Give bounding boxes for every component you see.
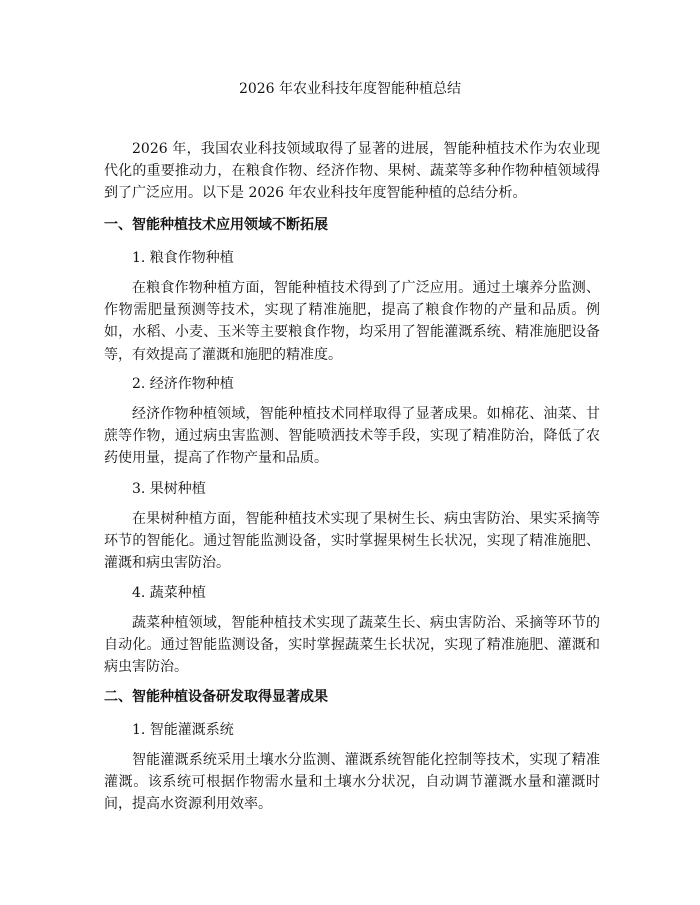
subsection-heading-1-1: 1. 粮食作物种植 <box>132 250 234 266</box>
subsection-body-1-4: 蔬菜种植领域，智能种植技术实现了蔬菜生长、病虫害防治、采摘等环节的自动化。通过智能监测设备，实时掌握蔬菜生长状况，实现了精准施肥、灌溉和病虫害防治。 <box>104 615 600 676</box>
subsection-body-1-2: 经济作物种植领域，智能种植技术同样取得了显著成果。如棉花、油菜、甘蔗等作物，通过病虫害监测、智能喷洒技术等手段，实现了精准防治，降低了农药使用量，提高了作物产量和品质。 <box>104 406 600 467</box>
subsection-body-1-3: 在果树种植方面，智能种植技术实现了果树生长、病虫害防治、果实采摘等环节的智能化。通过智能监测设备，实时掌握果树生长状况，实现了精准施肥、灌溉和病虫害防治。 <box>104 511 600 572</box>
subsection-heading-1-2: 2. 经济作物种植 <box>132 376 234 392</box>
subsection-body-2-1: 智能灌溉系统采用土壤水分监测、灌溉系统智能化控制等技术，实现了精准灌溉。该系统可根据作物需水量和土壤水分状况，自动调节灌溉水量和灌溉时间，提高水资源利用效率。 <box>104 752 600 813</box>
section-heading-1: 一、智能种植技术应用领域不断拓展 <box>104 217 328 233</box>
section-heading-2: 二、智能种植设备研发取得显著成果 <box>104 689 328 705</box>
subsection-body-1-1: 在粮食作物种植方面，智能种植技术得到了广泛应用。通过土壤养分监测、作物需肥量预测等技术，实现了精准施肥，提高了粮食作物的产量和品质。例如，水稻、小麦、玉米等主要粮食作物，均采用了智能灌溉系统、精准施肥设备等，有效提高了灌溉和施肥的精准度。 <box>104 280 600 363</box>
subsection-heading-1-4: 4. 蔬菜种植 <box>132 585 206 601</box>
intro-paragraph: 2026 年，我国农业科技领域取得了显著的进展，智能种植技术作为农业现代化的重要推动力，在粮食作物、经济作物、果树、蔬菜等多种作物种植领域得到了广泛应用。以下是 2026 年农业科技年度智能种植的总结分析。 <box>104 141 600 202</box>
subsection-heading-1-3: 3. 果树种植 <box>132 481 206 497</box>
subsection-heading-2-1: 1. 智能灌溉系统 <box>132 722 234 738</box>
document-title: 2026 年农业科技年度智能种植总结 <box>238 81 462 97</box>
